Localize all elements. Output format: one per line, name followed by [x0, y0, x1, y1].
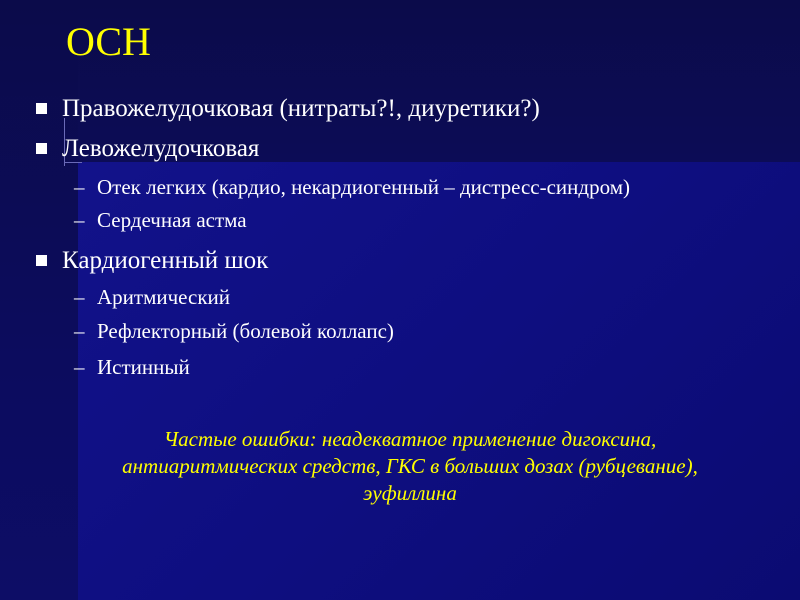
list-item: Левожелудочковая — [62, 135, 260, 162]
decorative-horizontal-line — [64, 162, 82, 163]
dash-bullet-icon: – — [74, 208, 85, 232]
list-item: Кардиогенный шок — [62, 247, 269, 274]
square-bullet-icon — [36, 255, 47, 266]
note-line: эуфиллина — [363, 481, 457, 505]
sub-list-item: Сердечная астма — [97, 208, 247, 232]
list-item: Правожелудочковая (нитраты?!, диуретики?) — [62, 95, 540, 122]
slide-title: ОСН — [66, 19, 151, 64]
dash-bullet-icon: – — [74, 175, 85, 199]
sub-list-item: Отек легких (кардио, некардиогенный – дистресс-синдром) — [97, 175, 630, 199]
dash-bullet-icon: – — [74, 319, 85, 343]
square-bullet-icon — [36, 143, 47, 154]
square-bullet-icon — [36, 103, 47, 114]
sub-list-item: Аритмический — [97, 285, 231, 309]
common-errors-note — [60, 426, 760, 507]
sub-list-item: Рефлекторный (болевой коллапс) — [97, 319, 394, 343]
sub-list-item: Истинный — [97, 355, 190, 379]
background-left-band — [0, 0, 78, 600]
dash-bullet-icon: – — [74, 285, 85, 309]
dash-bullet-icon: – — [74, 355, 85, 379]
note-line: Частые ошибки: неадекватное применение дигоксина, — [163, 427, 657, 451]
note-line: антиаритмических средств, ГКС в больших дозах (рубцевание), — [122, 454, 698, 478]
